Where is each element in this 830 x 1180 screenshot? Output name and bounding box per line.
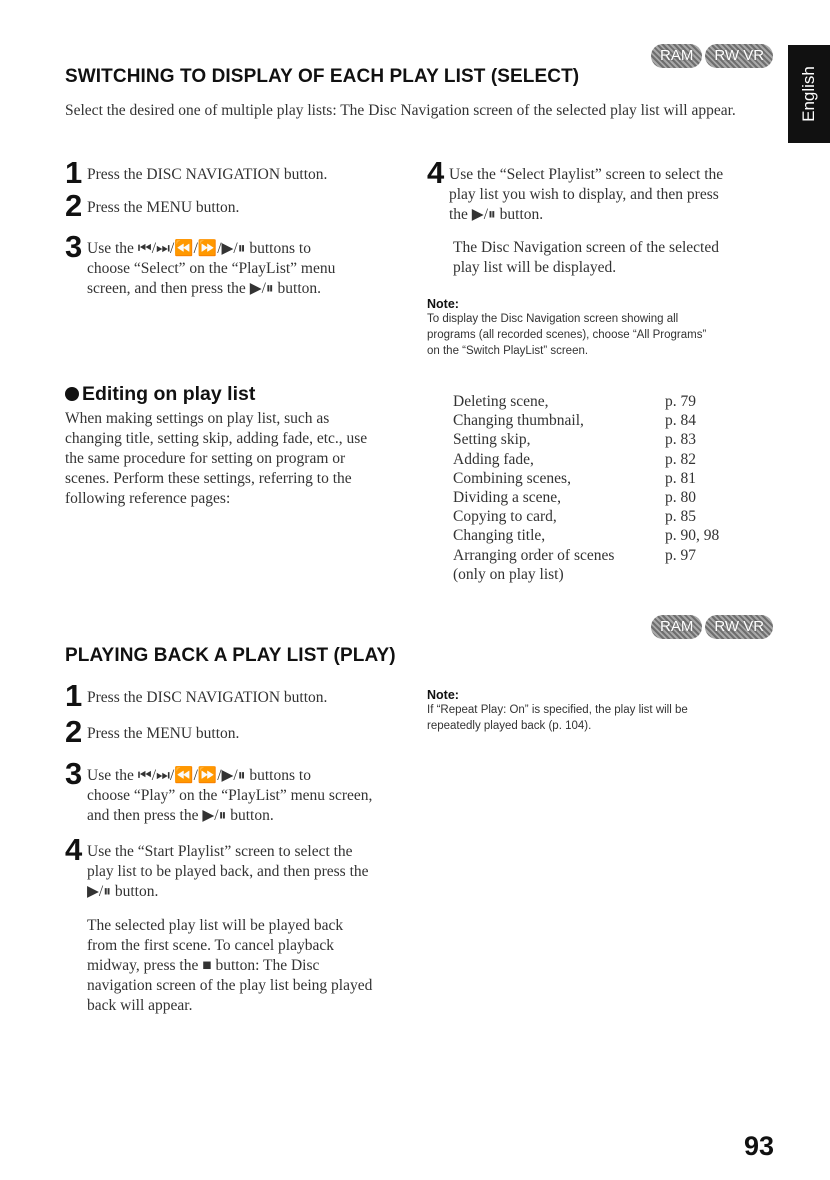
table-row (453, 488, 719, 507)
section2-step-1 (65, 678, 415, 713)
step-text: Use the “Start Playlist” screen to select the (87, 843, 353, 860)
section2-note (427, 688, 787, 734)
table-row (453, 565, 719, 584)
result-line: midway, press the ■ button: The Disc (87, 957, 320, 974)
page-number: 93 (744, 1131, 775, 1161)
ref-page: p. 82 (665, 450, 696, 468)
ref-item: Deleting scene, (453, 393, 549, 410)
section1-step-1 (65, 155, 405, 190)
table-row (453, 450, 719, 469)
step-number: 1 (65, 678, 83, 713)
step-text: Use the ⏮/⏭/⏪/⏩/▶/⏸ buttons to (87, 767, 311, 784)
editing-text (65, 409, 405, 509)
ref-item: Changing title, (453, 527, 546, 545)
section1-step-2 (65, 188, 405, 223)
result-line: The selected play list will be played back (87, 917, 344, 934)
section2-step-2 (65, 714, 415, 749)
editing-heading (65, 383, 255, 406)
note-line: programs (all recorded scenes), choose “All Programs” (427, 329, 707, 341)
media-badges-section2 (651, 615, 773, 639)
ref-page: p. 85 (665, 508, 696, 526)
editing-heading-text: Editing on play list (82, 383, 256, 405)
section2-step-3 (65, 756, 415, 826)
step-text: Press the MENU button. (87, 199, 240, 216)
language-tab (788, 45, 830, 143)
table-row (453, 507, 719, 526)
result-line: from the first scene. To cancel playback (87, 937, 334, 954)
note-label: Note: (427, 297, 459, 311)
media-badges-section1 (651, 44, 773, 68)
result-line: back will appear. (87, 997, 193, 1014)
section1-result (453, 238, 793, 278)
table-row (453, 430, 719, 449)
step-text: Use the “Select Playlist” screen to select the (449, 166, 724, 183)
ref-page: p. 83 (665, 431, 696, 449)
table-row (453, 546, 719, 565)
language-tab-label: English (799, 66, 818, 122)
reference-pages (453, 392, 719, 584)
ref-item: Combining scenes, (453, 469, 571, 487)
step-text: play list to be played back, and then press the (87, 863, 369, 880)
reference-table (453, 392, 719, 584)
editing-line: When making settings on play list, such as (65, 410, 330, 427)
table-row (453, 411, 719, 430)
ref-item: (only on play list) (453, 565, 564, 583)
ref-page: p. 90, 98 (665, 527, 720, 545)
note-line: To display the Disc Navigation screen showing all (427, 313, 679, 325)
step-number: 1 (65, 155, 83, 190)
ref-item: Adding fade, (453, 450, 534, 468)
step-number: 4 (65, 832, 83, 867)
step-text: choose “Play” on the “PlayList” menu screen, (87, 787, 373, 804)
section1-step-4 (427, 155, 787, 225)
step-text: ▶/⏸ button. (87, 883, 159, 900)
step-text: the ▶/⏸ button. (449, 206, 544, 223)
ref-page: p. 84 (665, 412, 696, 430)
bullet-icon (65, 387, 79, 401)
step-number: 3 (65, 756, 83, 791)
step-text: Use the ⏮/⏭/⏪/⏩/▶/⏸ buttons to (87, 240, 311, 257)
ref-page: p. 79 (665, 393, 696, 410)
ref-item: Changing thumbnail, (453, 412, 584, 430)
step-text: Press the DISC NAVIGATION button. (87, 689, 328, 706)
ref-page: p. 80 (665, 489, 696, 507)
step-number: 4 (427, 155, 445, 190)
ref-page (665, 565, 719, 584)
editing-line: following reference pages: (65, 490, 231, 507)
table-row (453, 526, 719, 545)
note-line: on the “Switch PlayList” screen. (427, 345, 589, 357)
table-row (453, 469, 719, 488)
editing-line: changing title, setting skip, adding fade, etc., use (65, 430, 368, 447)
note-label: Note: (427, 688, 459, 702)
ref-item: Setting skip, (453, 431, 531, 449)
ref-page: p. 81 (665, 469, 696, 487)
ref-page: p. 97 (665, 546, 696, 564)
section2-step-4 (65, 832, 415, 902)
result-line: The Disc Navigation screen of the selected (453, 239, 719, 256)
ref-item: Arranging order of scenes (453, 546, 615, 564)
step-number: 3 (65, 229, 83, 264)
badge-ram: RAM (651, 44, 702, 68)
step-number: 2 (65, 714, 83, 749)
editing-line: scenes. Perform these settings, referring to the (65, 470, 352, 487)
section1-heading: SWITCHING TO DISPLAY OF EACH PLAY LIST (SELECT) (65, 66, 580, 87)
ref-item: Copying to card, (453, 508, 557, 526)
result-line: play list will be displayed. (453, 259, 617, 276)
table-row (453, 392, 719, 411)
badge-rw-vr: RW VR (705, 44, 773, 68)
step-text: Press the MENU button. (87, 725, 240, 742)
step-number: 2 (65, 188, 83, 223)
section1-step-3 (65, 229, 405, 299)
step-text: screen, and then press the ▶/⏸ button. (87, 280, 322, 297)
section1-note (427, 297, 787, 359)
result-line: navigation screen of the play list being played (87, 977, 373, 994)
badge-ram: RAM (651, 615, 702, 639)
editing-line: the same procedure for setting on program or (65, 450, 346, 467)
step-text: and then press the ▶/⏸ button. (87, 807, 274, 824)
section2-heading: PLAYING BACK A PLAY LIST (PLAY) (65, 645, 396, 666)
badge-rw-vr: RW VR (705, 615, 773, 639)
step-text: Press the DISC NAVIGATION button. (87, 166, 328, 183)
ref-item: Dividing a scene, (453, 489, 562, 507)
note-line: If “Repeat Play: On” is specified, the play list will be (427, 704, 688, 716)
step-text: choose “Select” on the “PlayList” menu (87, 260, 336, 277)
section2-result (87, 916, 427, 1016)
section1-intro: Select the desired one of multiple play lists: The Disc Navigation screen of the selected play list will appear. (65, 102, 736, 119)
note-line: repeatedly played back (p. 104). (427, 720, 592, 732)
step-text: play list you wish to display, and then press (449, 186, 719, 203)
